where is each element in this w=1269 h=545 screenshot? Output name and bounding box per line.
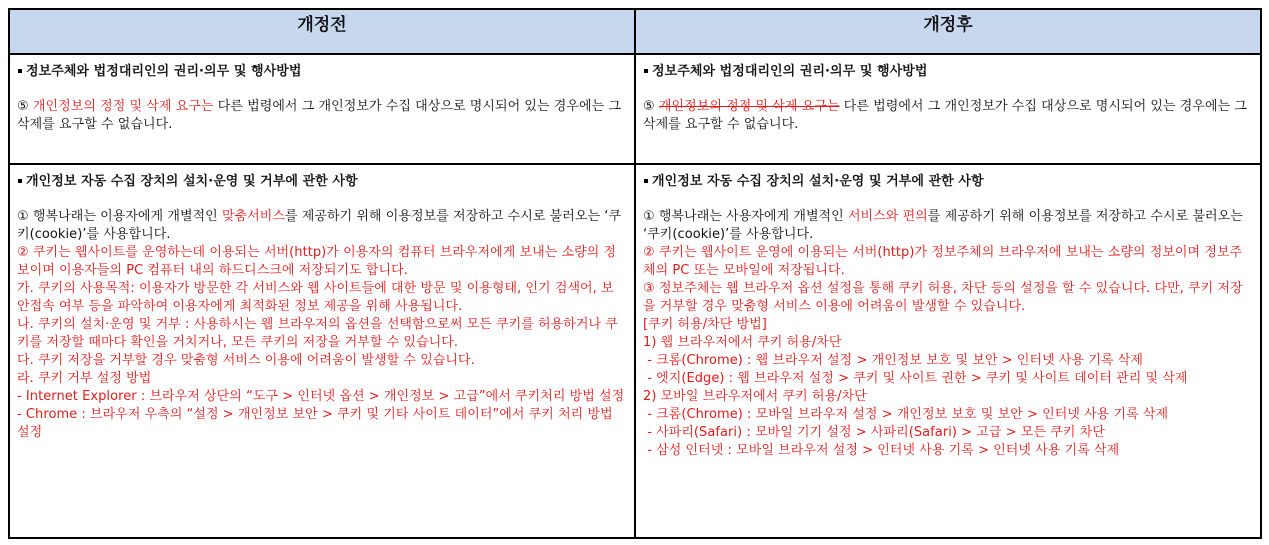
list-item: - Internet Explorer : 브라우저 상단의 “도구 > 인터넷 옵션 > 개인정보 > 고급”에서 쿠키처리 방법 설정 [17, 389, 625, 404]
section-title: 개인정보 자동 수집 장치의 설치·운영 및 거부에 관한 사항 [17, 173, 626, 191]
list-item: 라. 쿠키 거부 설정 방법 [17, 371, 152, 386]
list-item: 나. 쿠키의 설치·운영 및 거부 : 사용하시는 웹 브라우저의 옵션을 선택함으로써 모든 쿠키를 허용하거나 쿠키를 저장할 때마다 확인을 거치거나, 모든 쿠키의 저장을 거부할 수 있습니다. [17, 317, 618, 350]
list-item: - Chrome : 브라우저 우측의 “설정 > 개인정보 보안 > 쿠키 및 기타 사이트 데이터”에서 쿠키 처리 방법 설정 [17, 407, 617, 440]
list-item: ② 쿠키는 웹사이트를 운영하는데 이용되는 서버(http)가 이용자의 컴퓨터 브라우저에게 보내는 소량의 정보이며 이용자들의 PC 컴퓨터 내의 하드디스크에 저장되기도 합니다. [17, 245, 617, 278]
before-header: 개정전 [9, 9, 635, 54]
list-item: 2) 모바일 브라우저에서 쿠키 허용/차단 [643, 389, 867, 404]
square-bullet-icon [18, 69, 22, 73]
comparison-table [8, 8, 1262, 539]
paragraph-1: ① 행복나래는 사용자에게 개별적인 서비스와 편의를 제공하기 위해 이용정보를 저장하고 수시로 불러오는 ‘쿠키(cookie)’를 사용합니다. [643, 209, 1248, 242]
table-row [9, 164, 1261, 538]
list-item: - 크롬(Chrome) : 웹 브라우저 설정 > 개인정보 보호 및 보안 > 인터넷 사용 기록 삭제 [643, 353, 1143, 368]
paragraph-5: ⑤ 개인정보의 정정 및 삭제 요구는 다른 법령에서 그 개인정보가 수집 대상으로 명시되어 있는 경우에는 그 삭제를 요구할 수 없습니다. [17, 99, 626, 132]
square-bullet-icon [18, 179, 22, 183]
changed-text: 서비스와 편의 [847, 209, 928, 224]
after-header: 개정후 [635, 9, 1261, 54]
header-row [9, 9, 1261, 54]
section-title: 정보주체와 법정대리인의 권리·의무 및 행사방법 [17, 63, 626, 81]
square-bullet-icon [644, 69, 648, 73]
list-item: ② 쿠키는 웹사이트 운영에 이용되는 서버(http)가 정보주체의 브라우저에 보내는 소량의 정보이며 정보주체의 PC 또는 모바일에 저장됩니다. [643, 245, 1243, 278]
list-item: ③ 정보주체는 웹 브라우저 옵션 설정을 통해 쿠키 허용, 차단 등의 설정을 할 수 있습니다. 다만, 쿠키 저장을 거부할 경우 맞춤형 서비스 이용에 어려움이 발생할 수 있습니다. [643, 281, 1243, 314]
after-cell-cookies [635, 164, 1261, 538]
list-item: - 사파리(Safari) : 모바일 기기 설정 > 사파리(Safari) > 고급 > 모든 쿠키 차단 [643, 425, 1105, 440]
before-cell-cookies [9, 164, 635, 538]
section-title: 정보주체와 법정대리인의 권리·의무 및 행사방법 [643, 63, 1252, 81]
paragraph-1: ① 행복나래는 이용자에게 개별적인 맞춤서비스를 제공하기 위해 이용정보를 저장하고 수시로 불러오는 ‘쿠키(cookie)’를 사용합니다. [17, 209, 622, 242]
section-title: 개인정보 자동 수집 장치의 설치·운영 및 거부에 관한 사항 [643, 173, 1252, 191]
list-item: - 엣지(Edge) : 웹 브라우저 설정 > 쿠키 및 사이트 권한 > 쿠키 및 사이트 데이터 관리 및 삭제 [643, 371, 1188, 386]
list-item: 가. 쿠키의 사용목적: 이용자가 방문한 각 서비스와 웹 사이트들에 대한 방문 및 이용형태, 인기 검색어, 보안접속 여부 등을 파악하여 이용자에게 최적화된 정보 제공을 위해 사용됩니다. [17, 281, 614, 314]
changed-text: 개인정보의 정정 및 삭제 요구는 [32, 99, 214, 114]
list-item: 1) 웹 브라우저에서 쿠키 허용/차단 [643, 335, 842, 350]
paragraph-5: ⑤ 개인정보의 정정 및 삭제 요구는 다른 법령에서 그 개인정보가 수집 대상으로 명시되어 있는 경우에는 그 삭제를 요구할 수 없습니다. [643, 99, 1252, 132]
after-cell-rights [635, 54, 1261, 164]
list-item: - 삼성 인터넷 : 모바일 브라우저 설정 > 인터넷 사용 기록 > 인터넷 사용 기록 삭제 [643, 443, 1120, 458]
square-bullet-icon [644, 179, 648, 183]
changed-text: 맞춤서비스 [221, 209, 285, 224]
list-item: 다. 쿠키 저장을 거부할 경우 맞춤형 서비스 이용에 어려움이 발생할 수 있습니다. [17, 353, 475, 368]
list-item: [쿠키 허용/차단 방법] [643, 317, 767, 332]
deleted-text: 개인정보의 정정 및 삭제 요구는 [658, 99, 840, 114]
list-item: - 크롬(Chrome) : 모바일 브라우저 설정 > 개인정보 보호 및 보안 > 인터넷 사용 기록 삭제 [643, 407, 1169, 422]
table-row [9, 54, 1261, 164]
before-cell-rights [9, 54, 635, 164]
